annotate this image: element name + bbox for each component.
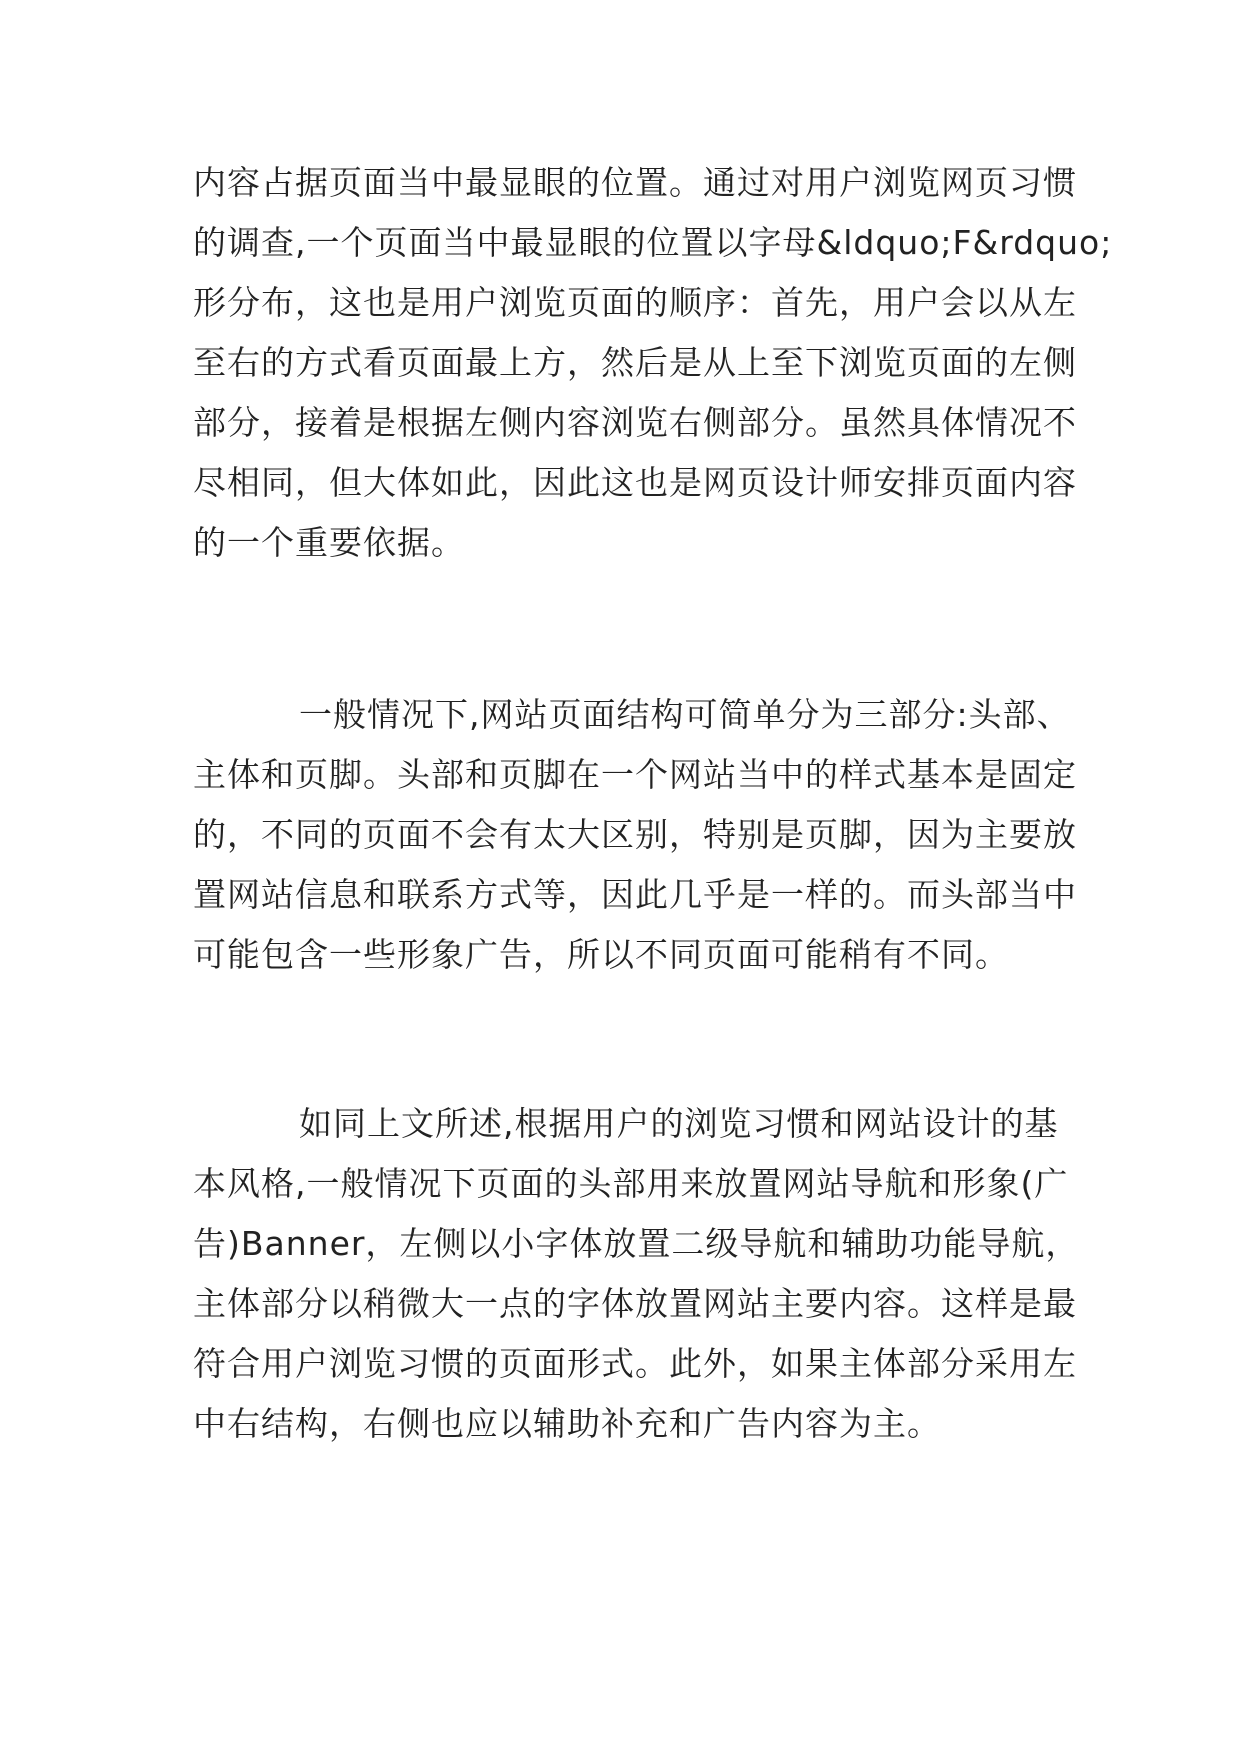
paragraph-line: 置网站信息和联系方式等，因此几乎是一样的。而头部当中 [193,875,1077,914]
paragraph-page-structure [193,685,1077,985]
paragraph-line: 本风格,一般情况下页面的头部用来放置网站导航和形象(广 [193,1164,1069,1203]
paragraph-page-layout [193,1094,1080,1454]
paragraph-line: 中右结构，右侧也应以辅助补充和广告内容为主。 [193,1404,941,1443]
paragraph-line: 尽相同，但大体如此，因此这也是网页设计师安排页面内容 [193,463,1077,502]
paragraph-line: 内容占据页面当中最显眼的位置。通过对用户浏览网页习惯 [193,163,1077,202]
paragraph-line: 一般情况下,网站页面结构可简单分为三部分:头部、 [299,695,1071,734]
paragraph-line: 告)Banner，左侧以小字体放置二级导航和辅助功能导航， [193,1224,1080,1263]
paragraph-line: 符合用户浏览习惯的页面形式。此外，如果主体部分采用左 [193,1344,1077,1383]
paragraph-layout-attention [193,153,1113,573]
paragraph-line: 的，不同的页面不会有太大区别，特别是页脚，因为主要放 [193,815,1077,854]
paragraph-line: 可能包含一些形象广告，所以不同页面可能稍有不同。 [193,935,1009,974]
paragraph-line: 主体部分以稍微大一点的字体放置网站主要内容。这样是最 [193,1284,1077,1323]
paragraph-line: 形分布，这也是用户浏览页面的顺序：首先，用户会以从左 [193,283,1077,322]
paragraph-line: 的一个重要依据。 [193,523,465,562]
paragraph-line: 的调查,一个页面当中最显眼的位置以字母&ldquo;F&rdquo; [193,223,1113,262]
paragraph-line: 部分，接着是根据左侧内容浏览右侧部分。虽然具体情况不 [193,403,1077,442]
paragraph-line: 如同上文所述,根据用户的浏览习惯和网站设计的基 [299,1104,1059,1143]
paragraph-line: 主体和页脚。头部和页脚在一个网站当中的样式基本是固定 [193,755,1077,794]
paragraph-line: 至右的方式看页面最上方，然后是从上至下浏览页面的左侧 [193,343,1077,382]
